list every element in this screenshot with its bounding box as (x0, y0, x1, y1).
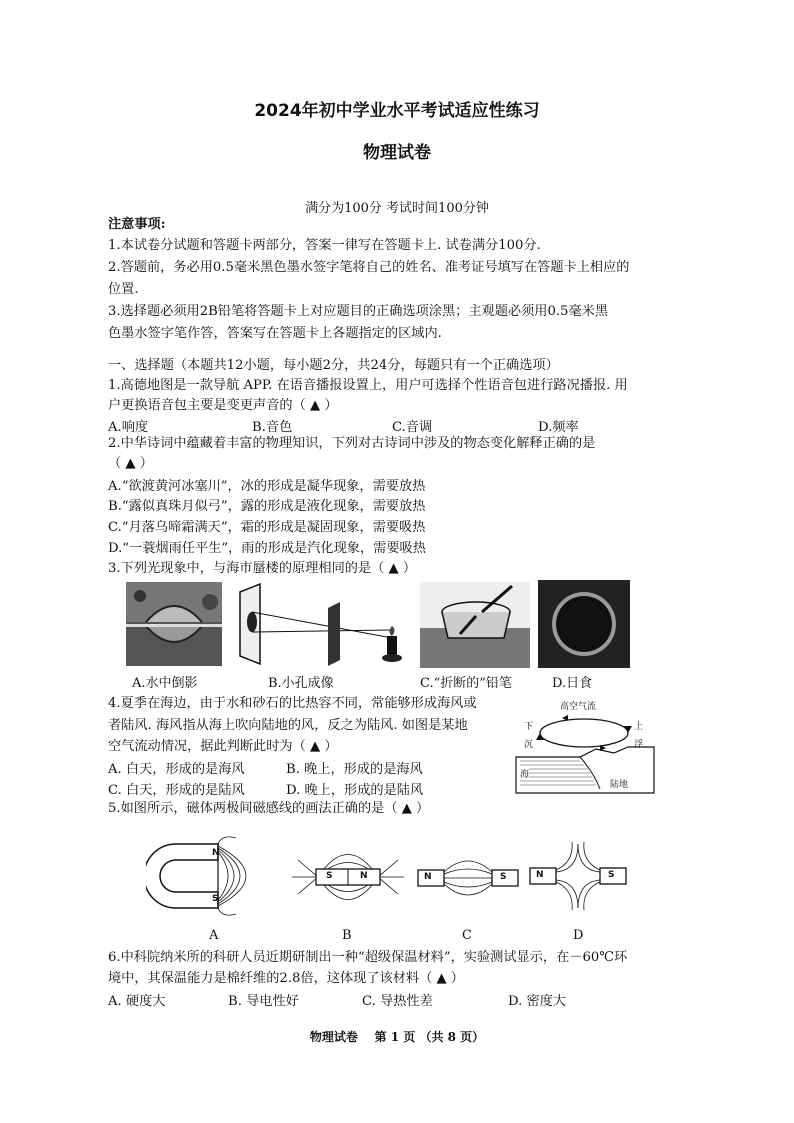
note-line: 3.选择题必须用2B铅笔将答题卡上对应题目的正确选项涂黑；主观题必须用0.5毫米黑 (108, 304, 609, 319)
rise-label-2: 浮 (634, 740, 644, 750)
q4-stem: 空气流动情况，据此判断此时为（ ▲ ） (108, 739, 338, 754)
section-heading: 一、选择题（本题共12小题，每小题2分，共24分，每题只有一个正确选项） (108, 358, 559, 373)
land-label: 陆地 (610, 780, 629, 790)
pole-n-label: N (360, 871, 368, 881)
note-line: 位置. (108, 282, 139, 297)
q5-stem: 5.如图所示，磁体两极间磁感线的画法正确的是（ ▲ ） (108, 801, 430, 816)
note-line: 色墨水签字笔作答，答案写在答题卡上各题指定的区域内. (108, 326, 442, 341)
q1-option-a: A.响度 (108, 420, 149, 435)
q2-option-b: B.“露似真珠月似弓”，露的形成是液化现象，需要放热 (108, 499, 426, 514)
q4-stem: 4.夏季在海边，由于水和砂石的比热容不同，常能够形成海风或 (108, 696, 477, 711)
pole-n-label: N (212, 848, 220, 858)
pole-s-label: S (500, 872, 507, 882)
high-air-label: 高空气流 (560, 702, 597, 712)
sink-label-2: 沉 (524, 740, 534, 750)
note-line: 2.答题前，务必用0.5毫米黑色墨水签字笔将自己的姓名、准考证号填写在答题卡上相应的 (108, 260, 630, 275)
q2-stem: （ ▲ ） (108, 456, 153, 471)
page-title: 2024年初中学业水平考试适应性练习 (254, 101, 540, 121)
magnet-figure-d (528, 840, 628, 912)
q5-label-d: D (573, 928, 584, 943)
q6-option-c: C. 导热性差 (362, 994, 433, 1009)
q4-option-b: B. 晚上，形成的是海风 (286, 762, 423, 777)
pole-s-label: S (326, 871, 333, 881)
pole-s-label: S (212, 894, 219, 904)
q3-caption-c: C.“折断的”铅笔 (420, 676, 512, 691)
note-line: 1.本试卷分试题和答题卡两部分，答案一律写在答题卡上. 试卷满分100分. (108, 238, 541, 253)
magnet-figure-a (146, 836, 282, 916)
air-flow-diagram (510, 693, 660, 801)
q5-label-b: B (342, 928, 352, 943)
q2-option-a: A.“欲渡黄河冰塞川”，冰的形成是凝华现象，需要放热 (108, 479, 426, 494)
score-time: 满分为100分 考试时间100分钟 (305, 201, 489, 216)
q6-stem: 6.中科院纳米所的科研人员近期研制出一种“超级保温材料”，实验测试显示，在－60℃环 (108, 950, 628, 965)
q4-option-d: D. 晚上，形成的是陆风 (286, 783, 424, 798)
q1-option-b: B.音色 (252, 420, 293, 435)
q4-option-a: A. 白天，形成的是海风 (108, 762, 245, 777)
q3-caption-d: D.日食 (552, 676, 593, 691)
solar-eclipse-image (538, 580, 630, 668)
q6-stem: 境中，其保温能力是棉纤维的2.8倍，这体现了该材料（ ▲ ） (108, 971, 464, 986)
q2-option-d: D.“一蓑烟雨任平生”，雨的形成是汽化现象，需要吸热 (108, 541, 426, 556)
sea-label: 海 (520, 767, 529, 780)
q4-stem: 者陆风. 海风指从海上吹向陆地的风，反之为陆风. 如图是某地 (108, 718, 468, 733)
q1-option-c: C.音调 (392, 420, 433, 435)
q1-stem: 户更换语音包主要是变更声音的（ ▲ ） (108, 398, 338, 413)
q5-label-a: A (209, 928, 219, 943)
q4-option-c: C. 白天，形成的是陆风 (108, 783, 245, 798)
page-subtitle: 物理试卷 (363, 143, 431, 163)
q2-stem: 2.中华诗词中蕴藏着丰富的物理知识，下列对古诗词中涉及的物态变化解释正确的是 (108, 436, 596, 451)
q3-caption-b: B.小孔成像 (268, 676, 334, 691)
page-footer: 物理试卷 第 1 页 （共 8 页） (309, 1030, 485, 1044)
q1-option-d: D.频率 (538, 420, 579, 435)
pole-n-label: N (536, 870, 544, 880)
pole-s-label: S (608, 870, 615, 880)
q5-label-c: C (462, 928, 472, 943)
q6-option-b: B. 导电性好 (228, 994, 299, 1009)
q6-option-d: D. 密度大 (508, 994, 567, 1009)
pinhole-image (232, 582, 412, 668)
sink-label-1: 下 (524, 722, 534, 732)
q3-stem: 3.下列光现象中，与海市蜃楼的原理相同的是（ ▲ ） (108, 561, 417, 576)
reflection-image (126, 582, 222, 666)
magnet-figure-b (288, 836, 408, 918)
q2-option-c: C.“月落乌啼霜满天”，霜的形成是凝固现象，需要吸热 (108, 520, 426, 535)
q1-stem: 1.高德地图是一款导航 APP. 在语音播报设置上，用户可选择个性语音包进行路况播报. 用 (108, 378, 628, 393)
pole-n-label: N (424, 872, 432, 882)
notes-heading: 注意事项: (108, 217, 166, 232)
q6-option-a: A. 硬度大 (108, 994, 166, 1009)
magnet-figure-c (416, 846, 520, 910)
rise-label-1: 上 (634, 722, 644, 732)
pencil-in-water-image (420, 582, 530, 668)
q3-caption-a: A.水中倒影 (132, 676, 198, 691)
